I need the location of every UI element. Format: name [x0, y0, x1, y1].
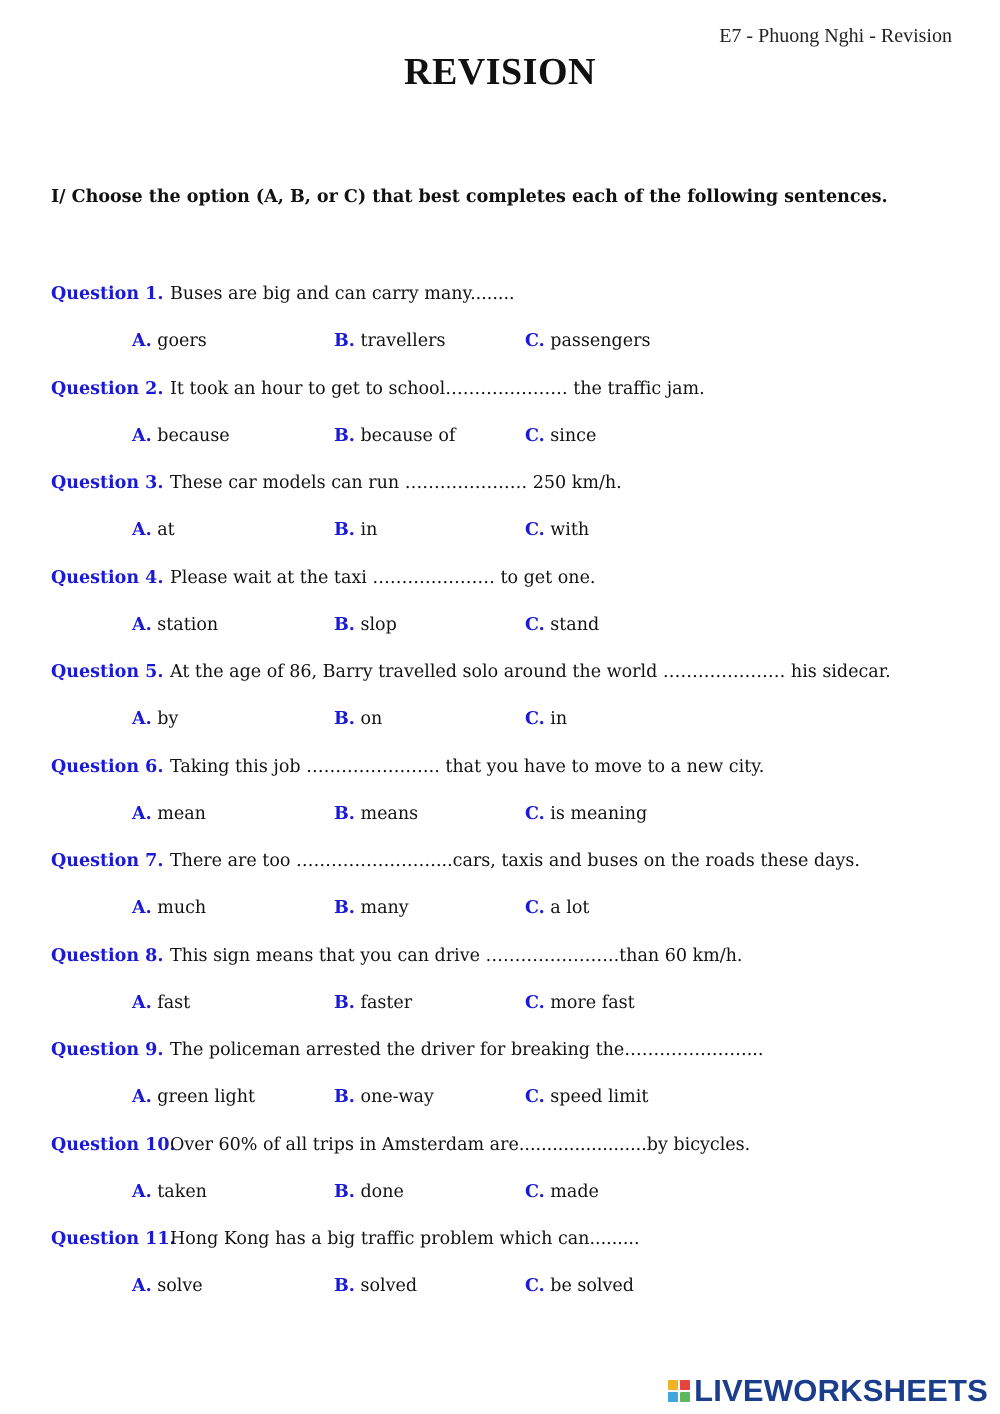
- options-row: [51, 1274, 951, 1298]
- option-text: by: [157, 709, 179, 729]
- question-text: This sign means that you can drive …………………..than 60 km/h.: [170, 945, 743, 966]
- question-row: [51, 1133, 951, 1157]
- option-letter: C.: [525, 992, 545, 1013]
- option-letter: A.: [132, 709, 152, 729]
- option-text: more fast: [550, 992, 635, 1013]
- option-c[interactable]: [525, 424, 596, 448]
- option-letter: B.: [334, 803, 355, 824]
- question-number: Question 2.: [51, 378, 164, 399]
- option-text: station: [157, 614, 219, 635]
- option-letter: C.: [525, 1087, 545, 1107]
- option-text: solved: [360, 1276, 418, 1296]
- option-letter: C.: [525, 1276, 545, 1296]
- question-number: Question 8.: [51, 945, 164, 966]
- option-text: is meaning: [550, 803, 648, 824]
- question-10: [51, 1133, 951, 1228]
- option-text: slop: [360, 614, 397, 635]
- question-number: Question 6.: [51, 756, 164, 777]
- question-7: [51, 849, 951, 944]
- option-c[interactable]: [525, 802, 647, 826]
- options-row: [51, 1180, 951, 1204]
- option-a[interactable]: [132, 424, 230, 448]
- option-text: solve: [157, 1276, 203, 1296]
- question-3: [51, 471, 951, 566]
- option-b[interactable]: [334, 518, 377, 542]
- option-text: speed limit: [550, 1087, 649, 1107]
- brand-text: LIVEWORKSHEETS: [694, 1373, 988, 1408]
- section-heading: I/ Choose the option (A, B, or C) that best completes each of the following sentences.: [51, 187, 888, 207]
- option-a[interactable]: [132, 613, 218, 637]
- option-text: because of: [360, 425, 456, 446]
- option-text: means: [360, 803, 419, 824]
- question-row: [51, 660, 951, 684]
- question-number: Question 10.: [51, 1134, 176, 1155]
- option-letter: A.: [132, 614, 152, 635]
- option-a[interactable]: [132, 329, 207, 353]
- option-letter: B.: [334, 1276, 355, 1296]
- options-row: [51, 518, 951, 542]
- question-text: The policeman arrested the driver for breaking the…………………...: [170, 1040, 764, 1060]
- option-letter: B.: [334, 425, 355, 446]
- option-letter: B.: [334, 898, 355, 918]
- option-letter: B.: [334, 709, 355, 729]
- option-a[interactable]: [132, 707, 178, 731]
- question-row: [51, 755, 951, 779]
- question-text: It took an hour to get to school………………… the traffic jam.: [170, 378, 705, 399]
- option-text: because: [157, 425, 230, 446]
- options-row: [51, 896, 951, 920]
- page-title: REVISION: [404, 51, 596, 93]
- option-text: in: [360, 520, 378, 540]
- question-row: [51, 849, 951, 873]
- question-text: Over 60% of all trips in Amsterdam are.......................by bicycles.: [170, 1134, 751, 1155]
- option-letter: B.: [334, 1087, 355, 1107]
- option-letter: C.: [525, 614, 545, 635]
- option-text: passengers: [550, 331, 651, 351]
- question-number: Question 9.: [51, 1040, 164, 1060]
- option-text: travellers: [360, 331, 446, 351]
- option-letter: A.: [132, 331, 152, 351]
- question-number: Question 11.: [51, 1229, 176, 1249]
- page-header: E7 - Phuong Nghi - Revision: [719, 25, 952, 47]
- option-text: with: [550, 520, 590, 540]
- question-2: [51, 377, 951, 472]
- option-b[interactable]: [334, 1085, 434, 1109]
- question-row: [51, 1038, 951, 1062]
- option-b[interactable]: [334, 1274, 417, 1298]
- option-letter: A.: [132, 425, 152, 446]
- option-c[interactable]: [525, 896, 589, 920]
- option-text: many: [360, 898, 409, 918]
- liveworksheets-brand: [668, 1373, 988, 1409]
- option-c[interactable]: [525, 518, 589, 542]
- option-text: since: [550, 425, 597, 446]
- option-text: mean: [157, 803, 206, 824]
- question-text: There are too ……………………...cars, taxis and buses on the roads these days.: [170, 851, 860, 871]
- option-c[interactable]: [525, 991, 635, 1015]
- question-number: Question 7.: [51, 851, 164, 871]
- option-a[interactable]: [132, 991, 190, 1015]
- options-row: [51, 802, 951, 826]
- option-letter: B.: [334, 520, 355, 540]
- question-row: [51, 566, 951, 590]
- question-4: [51, 566, 951, 661]
- question-row: [51, 1227, 951, 1251]
- option-text: done: [360, 1181, 404, 1202]
- option-a[interactable]: [132, 896, 206, 920]
- option-letter: A.: [132, 1087, 152, 1107]
- option-text: green light: [157, 1087, 256, 1107]
- option-letter: A.: [132, 1181, 152, 1202]
- option-c[interactable]: [525, 329, 650, 353]
- question-list: [51, 282, 951, 1322]
- option-letter: B.: [334, 331, 355, 351]
- option-text: stand: [550, 614, 600, 635]
- option-a[interactable]: [132, 802, 206, 826]
- option-b[interactable]: [334, 707, 382, 731]
- question-6: [51, 755, 951, 850]
- question-9: [51, 1038, 951, 1133]
- option-b[interactable]: [334, 802, 418, 826]
- option-b[interactable]: [334, 424, 455, 448]
- option-text: taken: [157, 1181, 207, 1202]
- question-row: [51, 282, 951, 306]
- option-a[interactable]: [132, 518, 175, 542]
- question-number: Question 4.: [51, 567, 164, 588]
- option-c[interactable]: [525, 1180, 599, 1204]
- question-8: [51, 944, 951, 1039]
- option-text: at: [157, 520, 175, 540]
- option-text: a lot: [550, 898, 590, 918]
- option-b[interactable]: [334, 991, 412, 1015]
- option-b[interactable]: [334, 613, 397, 637]
- option-b[interactable]: [334, 1180, 404, 1204]
- question-text: Please wait at the taxi ………………… to get one.: [170, 567, 596, 588]
- question-number: Question 5.: [51, 662, 164, 682]
- option-text: much: [157, 898, 207, 918]
- option-letter: C.: [525, 425, 545, 446]
- question-text: Taking this job ………………….. that you have to move to a new city.: [170, 756, 765, 777]
- option-text: made: [550, 1181, 599, 1202]
- options-row: [51, 329, 951, 353]
- option-text: one-way: [360, 1087, 434, 1107]
- options-row: [51, 991, 951, 1015]
- question-row: [51, 944, 951, 968]
- option-b[interactable]: [334, 329, 445, 353]
- option-letter: A.: [132, 520, 152, 540]
- option-b[interactable]: [334, 896, 409, 920]
- options-row: [51, 1085, 951, 1109]
- option-letter: A.: [132, 803, 152, 824]
- option-letter: A.: [132, 1276, 152, 1296]
- question-11: [51, 1227, 951, 1322]
- options-row: [51, 707, 951, 731]
- option-letter: C.: [525, 331, 545, 351]
- option-a[interactable]: [132, 1274, 203, 1298]
- question-number: Question 3.: [51, 473, 164, 493]
- option-letter: A.: [132, 898, 152, 918]
- option-text: faster: [360, 992, 413, 1013]
- option-text: in: [550, 709, 568, 729]
- option-letter: B.: [334, 992, 355, 1013]
- option-letter: A.: [132, 992, 152, 1013]
- option-letter: C.: [525, 709, 545, 729]
- question-row: [51, 377, 951, 401]
- option-letter: C.: [525, 803, 545, 824]
- option-letter: C.: [525, 898, 545, 918]
- options-row: [51, 424, 951, 448]
- option-text: on: [360, 709, 383, 729]
- question-5: [51, 660, 951, 755]
- option-letter: C.: [525, 1181, 545, 1202]
- question-text: These car models can run ………………… 250 km/h.: [170, 473, 622, 493]
- option-text: fast: [157, 992, 191, 1013]
- option-c[interactable]: [525, 707, 567, 731]
- option-text: be solved: [550, 1276, 634, 1296]
- question-text: Buses are big and can carry many........: [170, 284, 515, 304]
- question-row: [51, 471, 951, 495]
- option-text: goers: [157, 331, 207, 351]
- option-letter: B.: [334, 614, 355, 635]
- option-letter: C.: [525, 520, 545, 540]
- options-row: [51, 613, 951, 637]
- option-a[interactable]: [132, 1085, 255, 1109]
- option-c[interactable]: [525, 1274, 634, 1298]
- option-c[interactable]: [525, 613, 599, 637]
- question-number: Question 1.: [51, 284, 164, 304]
- liveworksheets-logo-icon: [668, 1380, 690, 1402]
- option-a[interactable]: [132, 1180, 207, 1204]
- option-c[interactable]: [525, 1085, 648, 1109]
- question-text: At the age of 86, Barry travelled solo around the world ………………… his sidecar.: [170, 662, 891, 682]
- question-1: [51, 282, 951, 377]
- question-text: Hong Kong has a big traffic problem which can.........: [170, 1229, 640, 1249]
- option-letter: B.: [334, 1181, 355, 1202]
